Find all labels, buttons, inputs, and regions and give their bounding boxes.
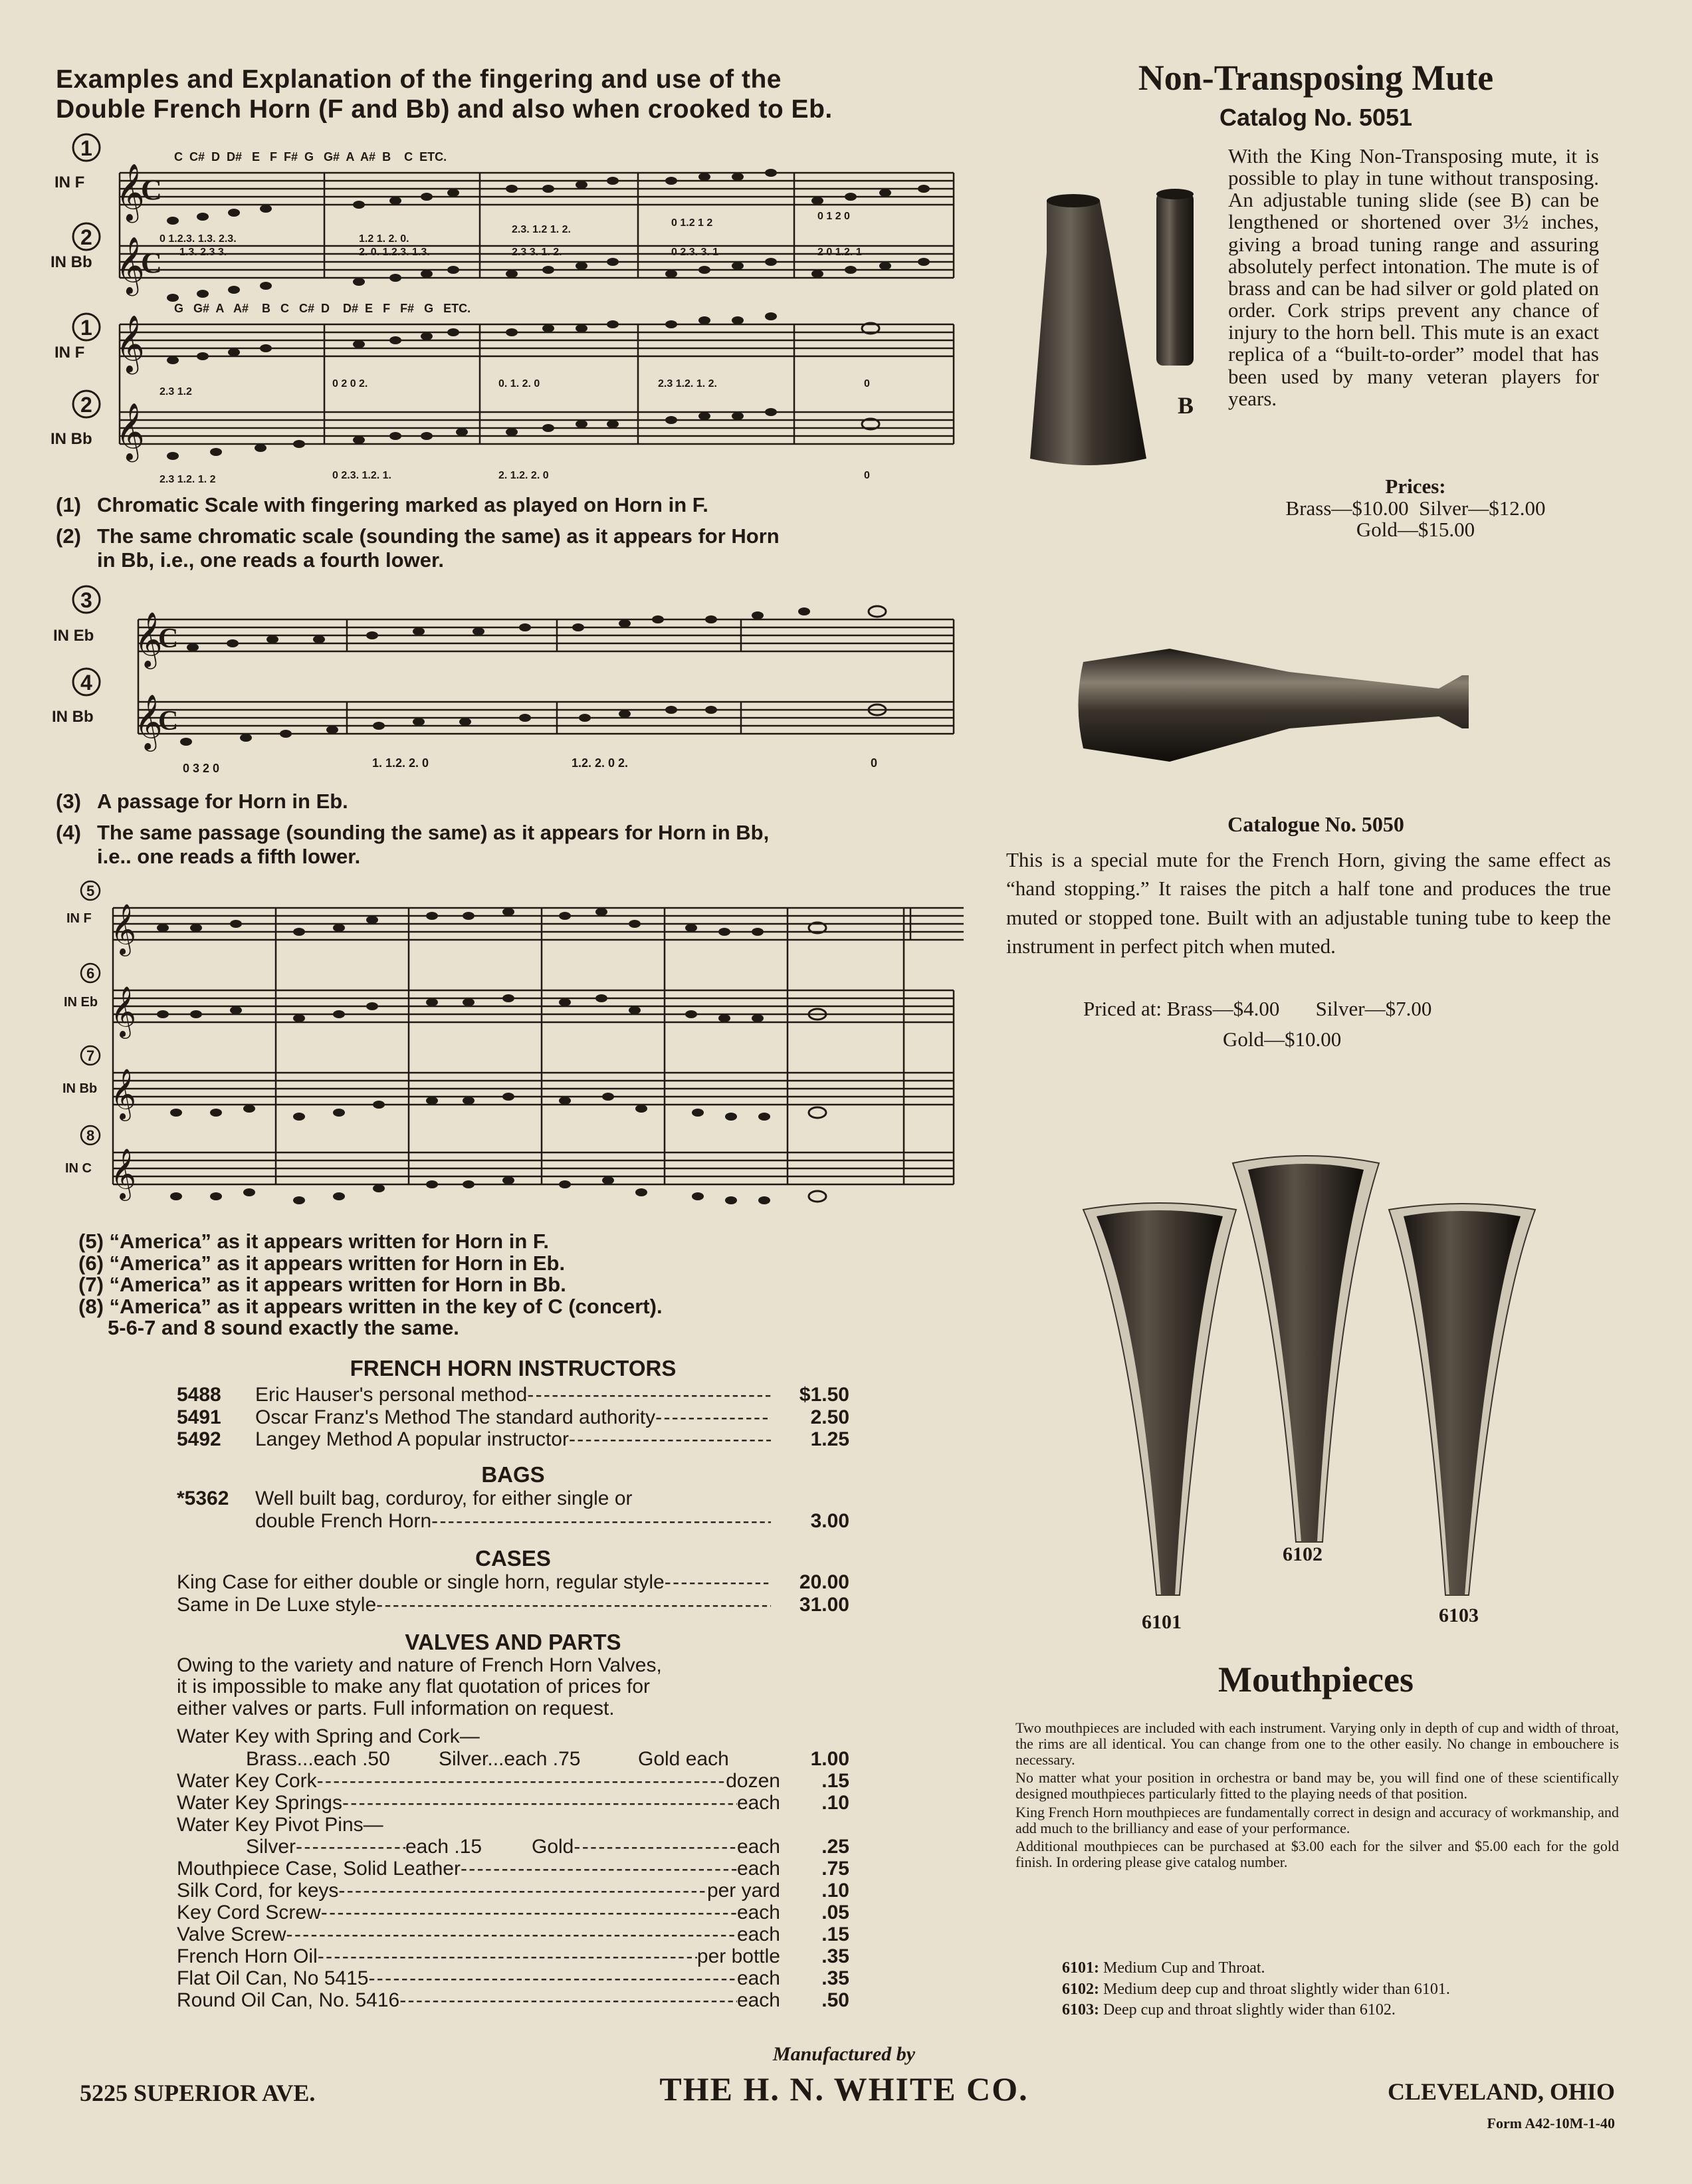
part-desc: Water Key Cork	[177, 1769, 317, 1792]
stopping-mute-catalog: Catalogue No. 5050	[1227, 812, 1404, 836]
instructors-title: FRENCH HORN INSTRUCTORS	[350, 1356, 677, 1380]
svg-text:𝄞: 𝄞	[110, 1068, 137, 1119]
caption-7: (7) “America” as it appears written for Horn in Bb.	[78, 1273, 566, 1297]
captions-5-8	[78, 1231, 969, 1339]
note-names-row-2: G G# A A# B C C# D D# E F F# G ETC.	[174, 302, 471, 315]
part-desc: Mouthpiece Case, Solid Leather	[177, 1857, 461, 1880]
pivot-price: .25	[821, 1835, 849, 1858]
staff-label-bb-2: IN Bb	[51, 430, 92, 448]
part-desc: Round Oil Can, No. 5416	[177, 1989, 400, 2011]
stopping-mute-description: This is a special mute for the French Horn, giving the same effect as “hand stopping.” It raises the pitch a half tone and produces the true muted or stopped tone. Built with an adjustable tuning tube to keep the instrument in perfect pitch when muted.	[1006, 848, 1611, 958]
valves-title: VALVES AND PARTS	[405, 1630, 621, 1654]
pivot-head	[177, 1814, 849, 1836]
caption-5: (5) “America” as it appears written for Horn in F.	[78, 1230, 549, 1253]
water-key-head: Water Key with Spring and Cork—	[177, 1725, 480, 1748]
caption-2b: in Bb, i.e., one reads a fourth lower.	[97, 548, 444, 572]
part-unit: per yard	[706, 1879, 780, 1902]
part-unit: each	[736, 1967, 780, 1989]
svg-text:1.2. 2. 0 2.: 1.2. 2. 0 2.	[572, 756, 629, 770]
part-price: .75	[821, 1857, 849, 1880]
staff-label-c: IN C	[65, 1161, 92, 1176]
part-row	[177, 1792, 849, 1814]
mouthpieces-text	[1015, 1720, 1619, 1870]
staff-num-2b: 2	[80, 393, 92, 417]
svg-text:1. 1.2. 2. 0: 1. 1.2. 2. 0	[372, 756, 429, 770]
instructor-desc: Langey Method A popular instructor	[255, 1428, 569, 1451]
svg-text:𝄞: 𝄞	[110, 1148, 137, 1199]
mouthpiece-list-desc: Medium Cup and Throat.	[1103, 1959, 1265, 1977]
mouthpieces-p3: King French Horn mouthpieces are fundamentally correct in design and accuracy of workmanship, and add much to the brilliancy and ease of your performance.	[1015, 1803, 1619, 1836]
svg-text:2. 1.2. 2. 0: 2. 1.2. 2. 0	[498, 470, 549, 481]
caption-8: (8) “America” as it appears written in the key of C (concert).	[78, 1294, 663, 1318]
mouthpieces-p2: No matter what your position in orchestra or band may be, you will find one of these scientifically designed mouthpieces particularly fitted to the playing needs of that position.	[1015, 1769, 1619, 1802]
case-row	[177, 1594, 849, 1616]
caption-3: A passage for Horn in Eb.	[97, 790, 348, 813]
mouthpiece-label-6102: 6102	[1283, 1543, 1322, 1565]
mute-description: With the King Non-Transposing mute, it is possible to play in tune without transposing. An adjustable tuning slide (see B) can be lengthened or shortened over 3½ inches, giving a broad tuning range and assuring absolutely perfect intonation. The mute is of brass and can be had silver or gold plated on order. Cork strips prevent any chance of injury to the horn bell. This mute is an exact replica of a “built-to-order” model that has been used by many veteran players for years.	[1228, 144, 1599, 410]
instructor-row	[177, 1384, 849, 1406]
part-desc: French Horn Oil	[177, 1945, 318, 1967]
svg-text:1.2 1. 2. 0.: 1.2 1. 2. 0.	[359, 233, 409, 245]
part-row	[177, 1923, 849, 1945]
svg-text:𝄞: 𝄞	[110, 986, 137, 1037]
case-row	[177, 1571, 849, 1594]
instructor-price: $1.50	[799, 1384, 849, 1406]
part-unit: per bottle	[696, 1945, 780, 1967]
water-key-silver: Silver...each .75	[439, 1747, 581, 1770]
svg-text:2.3. 1.2 1. 2.: 2.3. 1.2 1. 2.	[512, 224, 571, 235]
svg-text:𝄞: 𝄞	[116, 403, 145, 460]
svg-text:0 3 2 0: 0 3 2 0	[183, 762, 220, 775]
valves-intro-2: it is impossible to make any flat quotation of prices for	[177, 1676, 651, 1698]
bag-row-2	[177, 1510, 849, 1533]
part-price: .10	[821, 1879, 849, 1902]
non-transposing-mute-image	[1017, 179, 1216, 479]
caption-1-num: (1)	[56, 493, 81, 516]
svg-text:0 2 0 2.: 0 2 0 2.	[332, 378, 368, 389]
part-row	[177, 1967, 849, 1989]
svg-text:2.3 1.2: 2.3 1.2	[159, 386, 192, 397]
cases-title: CASES	[475, 1546, 551, 1571]
part-unit: each	[736, 1857, 780, 1880]
mouthpieces-image	[1077, 1130, 1555, 1635]
company-name: THE H. N. WHITE CO.	[659, 2070, 1029, 2108]
part-row	[177, 1770, 849, 1792]
mouthpiece-6102	[1233, 1156, 1379, 1542]
svg-text:𝄞: 𝄞	[134, 611, 163, 667]
staff-label-bb-3: IN Bb	[52, 708, 94, 726]
pivot-silver-price: each .15	[405, 1835, 482, 1858]
instructor-cat: 5491	[177, 1406, 221, 1428]
instructor-row	[177, 1406, 849, 1429]
staff-num-1a: 1	[80, 136, 92, 160]
pivot-unit: each	[736, 1835, 780, 1858]
part-price: .50	[821, 1989, 849, 2011]
svg-text:2. 0. 1.2.3. 1.3.: 2. 0. 1.2.3. 1.3.	[359, 247, 430, 258]
pivot-gold: Gold	[532, 1835, 574, 1858]
america-staves	[47, 876, 977, 1208]
part-desc: Water Key Springs	[177, 1791, 342, 1814]
stopping-mute-gold: Gold—$10.00	[1223, 1028, 1342, 1051]
staff-num-1b: 1	[80, 316, 92, 340]
svg-text:𝄞: 𝄞	[116, 164, 145, 221]
staff-label-eb-2: IN Eb	[64, 995, 98, 1010]
valves-section	[177, 1630, 849, 2011]
part-desc: Flat Oil Can, No 5415	[177, 1967, 369, 1989]
mute-price-brass: Brass—$10.00	[1285, 496, 1409, 520]
intro-line-1: Examples and Explanation of the fingering and use of the	[56, 65, 782, 94]
pivot-silver: Silver	[246, 1835, 296, 1858]
bags-section	[177, 1462, 849, 1532]
staff-num-8: 8	[86, 1127, 95, 1144]
part-unit: each	[736, 1989, 780, 2011]
mouthpiece-list	[1062, 1958, 1607, 2021]
staff-label-f: IN F	[54, 173, 85, 191]
intro-heading	[56, 65, 966, 125]
mouthpiece-list-num: 6103:	[1062, 2001, 1099, 2019]
mute-catalog: Catalog No. 5051	[1219, 104, 1413, 131]
instructor-cat: 5488	[177, 1384, 221, 1406]
mouthpieces-p1: Two mouthpieces are included with each instrument. Varying only in depth of cup and width of throat, the rims are all identical. You can change from one to the other easily. No change in embouchere is necessary.	[1015, 1719, 1619, 1768]
svg-text:0 1.2.3. 1.3. 2.3.: 0 1.2.3. 1.3. 2.3.	[159, 233, 237, 245]
svg-text:1.3. 2.3 3.: 1.3. 2.3 3.	[179, 247, 227, 258]
svg-text:0: 0	[864, 470, 870, 481]
valves-intro-1: Owing to the variety and nature of French Horn Valves,	[177, 1654, 662, 1676]
staff-num-2a: 2	[80, 225, 92, 249]
water-key-gold: Gold each	[638, 1747, 729, 1770]
case-desc: Same in De Luxe style	[177, 1593, 377, 1616]
svg-text:C: C	[141, 247, 162, 279]
bag-line-1: Well built bag, corduroy, for either single or	[255, 1487, 633, 1509]
stopping-mute-silver: Silver—$7.00	[1315, 997, 1432, 1020]
staff-num-3: 3	[80, 588, 92, 612]
svg-text:0 1.2 1 2: 0 1.2 1 2	[671, 217, 713, 229]
mouthpiece-list-desc: Medium deep cup and throat slightly wider than 6101.	[1103, 1980, 1450, 1998]
svg-text:0 2.3. 3. 1: 0 2.3. 3. 1	[671, 247, 719, 258]
part-row	[177, 1902, 849, 1923]
mute-price-silver: Silver—$12.00	[1419, 496, 1546, 520]
svg-text:0: 0	[871, 756, 878, 770]
svg-text:0. 1. 2. 0: 0. 1. 2. 0	[498, 378, 540, 389]
staff-label-eb: IN Eb	[53, 627, 94, 645]
part-price: .35	[821, 1967, 849, 1989]
caption-3-num: (3)	[56, 790, 81, 813]
staff-label-f-3: IN F	[66, 911, 92, 926]
svg-text:𝄞: 𝄞	[116, 315, 145, 372]
staff-num-4: 4	[80, 671, 92, 695]
footer-address: 5225 SUPERIOR AVE.	[80, 2080, 316, 2106]
mouthpiece-list-num: 6102:	[1062, 1980, 1099, 1998]
svg-text:𝄞: 𝄞	[116, 237, 145, 294]
mute-price-gold: Gold—$15.00	[1356, 518, 1475, 542]
svg-text:2.3 1.2. 1. 2: 2.3 1.2. 1. 2	[159, 474, 216, 485]
instructors-section	[177, 1356, 849, 1451]
captions-1-2	[56, 493, 966, 572]
mute-label-b: B	[1178, 392, 1194, 419]
part-price: .10	[821, 1791, 849, 1814]
caption-2a: The same chromatic scale (sounding the same) as it appears for Horn	[97, 524, 780, 548]
water-key-gold-price: 1.00	[810, 1747, 849, 1770]
case-price: 20.00	[799, 1571, 849, 1593]
svg-text:𝄞: 𝄞	[134, 693, 163, 749]
svg-text:0: 0	[864, 378, 870, 389]
part-row	[177, 1945, 849, 1967]
part-row	[177, 1858, 849, 1880]
caption-4-num: (4)	[56, 821, 81, 845]
stopping-mute-image	[1070, 635, 1548, 782]
caption-4a: The same passage (sounding the same) as it appears for Horn in Bb,	[97, 821, 770, 845]
stopping-mute-prices	[1083, 997, 1588, 1051]
water-key-prices	[177, 1748, 849, 1770]
svg-text:C: C	[141, 173, 162, 206]
caption-1: Chromatic Scale with fingering marked as played on Horn in F.	[97, 493, 708, 516]
staff-label-f-2: IN F	[54, 344, 85, 362]
mouthpieces-p4: Additional mouthpieces can be purchased at $3.00 each for the silver and $5.00 each for the gold finish. In ordering please give catalog number.	[1015, 1838, 1619, 1870]
svg-text:2.3 3. 1. 2.: 2.3 3. 1. 2.	[512, 247, 562, 258]
part-row	[177, 1989, 849, 2011]
svg-text:C: C	[158, 623, 179, 654]
water-key-brass: Brass...each .50	[246, 1747, 390, 1770]
passage-staves	[47, 580, 977, 786]
intro-line-2: Double French Horn (F and Bb) and also when crooked to Eb.	[56, 94, 833, 124]
part-unit: each	[736, 1923, 780, 1945]
mute-prices	[1229, 476, 1602, 541]
staff-label-bb-4: IN Bb	[62, 1081, 98, 1096]
part-unit: each	[736, 1791, 780, 1814]
staff-num-5: 5	[86, 883, 95, 899]
instructor-desc: Oscar Franz's Method The standard authority	[255, 1406, 656, 1428]
note-names-row-1: C C# D D# E F F# G G# A A# B C ETC.	[174, 150, 447, 164]
case-price: 31.00	[799, 1593, 849, 1616]
case-desc: King Case for either double or single horn, regular style	[177, 1571, 665, 1593]
bag-line-2: double French Horn	[255, 1509, 432, 1532]
pivot-head-text: Water Key Pivot Pins—	[177, 1813, 383, 1836]
part-unit: dozen	[726, 1769, 780, 1792]
valves-intro-3: either valves or parts. Full information on request.	[177, 1697, 615, 1719]
cases-section	[177, 1546, 849, 1616]
part-desc: Silk Cord, for keys	[177, 1879, 339, 1902]
part-desc: Key Cord Screw	[177, 1901, 321, 1923]
pivot-row	[177, 1836, 849, 1858]
part-price: .15	[821, 1769, 849, 1792]
svg-text:𝄞: 𝄞	[110, 903, 137, 954]
bag-cat: *5362	[177, 1487, 229, 1509]
mouthpiece-list-num: 6101:	[1062, 1959, 1099, 1977]
instructor-row	[177, 1428, 849, 1451]
caption-8b: 5-6-7 and 8 sound exactly the same.	[108, 1316, 459, 1340]
part-unit: each	[736, 1901, 780, 1923]
mute-prices-head: Prices:	[1385, 475, 1446, 498]
footer-city: CLEVELAND, OHIO	[1387, 2078, 1615, 2105]
part-desc: Valve Screw	[177, 1923, 286, 1945]
caption-4b: i.e.. one reads a fifth lower.	[97, 844, 361, 868]
manufactured-by: Manufactured by	[772, 2043, 916, 2065]
svg-text:0 1 2 0: 0 1 2 0	[817, 211, 850, 222]
part-price: .35	[821, 1945, 849, 1967]
mute-title: Non-Transposing Mute	[1138, 58, 1494, 98]
part-price: .15	[821, 1923, 849, 1945]
caption-2-num: (2)	[56, 524, 81, 548]
stopping-mute-brass: Priced at: Brass—$4.00	[1083, 997, 1280, 1020]
staff-label-bb: IN Bb	[51, 253, 92, 271]
mouthpiece-label-6103: 6103	[1439, 1604, 1479, 1626]
form-number: Form A42-10M-1-40	[1487, 2115, 1615, 2131]
bag-row	[177, 1487, 849, 1510]
mouthpiece-6103	[1389, 1204, 1535, 1595]
instructor-price: 2.50	[810, 1406, 849, 1428]
mouthpiece-list-desc: Deep cup and throat slightly wider than 6102.	[1103, 2001, 1396, 2019]
instructor-cat: 5492	[177, 1428, 221, 1451]
staff-num-7: 7	[86, 1047, 95, 1064]
svg-text:0 2.3. 1.2. 1.: 0 2.3. 1.2. 1.	[332, 470, 391, 481]
bag-price: 3.00	[810, 1509, 849, 1532]
instructor-price: 1.25	[810, 1428, 849, 1451]
bags-title: BAGS	[481, 1462, 545, 1487]
svg-text:C: C	[158, 706, 179, 736]
mouthpiece-label-6101: 6101	[1142, 1611, 1182, 1633]
staff-num-6: 6	[86, 965, 95, 982]
instructor-desc: Eric Hauser's personal method	[255, 1384, 528, 1406]
mouthpieces-title: Mouthpieces	[1218, 1660, 1414, 1699]
captions-3-4	[56, 790, 966, 868]
svg-text:2 0 1.2. 1: 2 0 1.2. 1	[817, 247, 862, 258]
mouthpiece-6101	[1083, 1203, 1236, 1595]
svg-text:2.3 1.2. 1. 2.: 2.3 1.2. 1. 2.	[658, 378, 717, 389]
part-price: .05	[821, 1901, 849, 1923]
part-row	[177, 1880, 849, 1902]
caption-6: (6) “America” as it appears written for Horn in Eb.	[78, 1251, 566, 1275]
chromatic-scale-staves	[47, 126, 977, 485]
